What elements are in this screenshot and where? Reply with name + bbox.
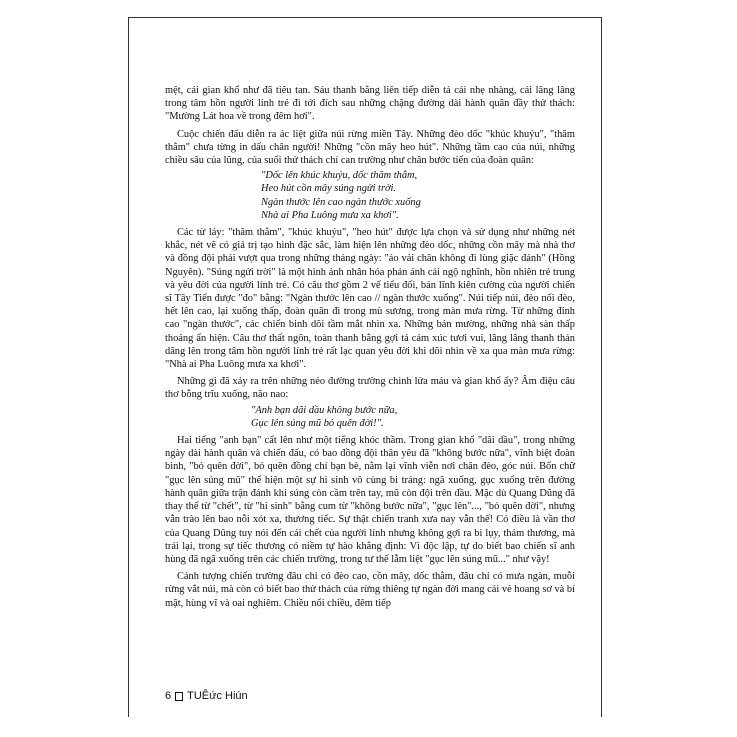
- paragraph: Những gì đã xảy ra trên những nẻo đường trường chinh lửa máu và gian khổ ấy? Âm điệu câu thơ bỗng trĩu xuống, não nao:: [165, 376, 575, 401]
- square-glyph-icon: [175, 692, 183, 701]
- page-footer: [165, 690, 248, 702]
- book-page: [128, 17, 602, 717]
- paragraph: Cảnh tượng chiến trường đâu chỉ có đèo cao, cồn mây, dốc thẳm, đâu chỉ có mưa ngàn, muỗi rừng vắt núi, mà còn có biết bao thử thách của rừng thiêng tự ngàn đời mang cái vẻ hoang sơ và bí mật, hùng vĩ và oai nghiêm. Chiều nối chiều, đêm tiếp: [165, 571, 575, 609]
- paragraph: Cuộc chiến đấu diễn ra ác liệt giữa núi rừng miền Tây. Những đèo dốc "khúc khuỷu", "thăm thẳm" chưa từng in dấu chân người! Những "cồn mây heo hút". Những tầm cao của núi, những chiều sâu của lũng, của suối thử thách chí can trường như chân bước tiến của đoàn quân:: [165, 128, 575, 167]
- poem-line: "Anh bạn dãi dầu không bước nữa,: [251, 404, 398, 416]
- paragraph: mệt, cái gian khổ như đã tiêu tan. Sáu thanh bằng liên tiếp diễn tả cái nhẹ nhàng, cái lâng lâng trong tâm hồn người lính trẻ đi tới đích sau những chặng đường dài hành quân đầy thử thách: "Mường Lát hoa về trong đêm hơi".: [165, 85, 575, 123]
- page-number: 6: [165, 690, 172, 702]
- paragraph: Các từ láy: "thăm thẳm", "khúc khuỷu", "heo hút" được lựa chọn và sử dụng như những nét khắc, nét vẽ có giá trị tạo hình đặc sắc, làm hiện lên những đèo dốc, những cồn mây mà nhà thơ và đồng đội phải vượt qua trong những tháng ngày: "áo vải chân không đi lùng giặc đánh" (Hồng Nguyên). "Súng ngửi trời" là một hình ảnh nhân hóa phản ánh cái ngộ nghĩnh, hồn nhiên trẻ trung và yêu đời của người lính trẻ. Có câu thơ gồm 2 vế tiểu đối, bản lĩnh kiên cường của người chiến sĩ Tây Tiến được "đo" bằng: "Ngàn thước lên cao // ngàn thước xuống". Núi tiếp núi, đèo nối đèo, hết lên cao, lại xuống thấp, đoàn quân đi trong mù sương, trong màn mưa rừng. Từ những đỉnh cao "ngàn thước", các chiến binh dõi tầm mắt nhìn xa. Những bản mường, những nhà sàn thấp thoáng ẩn hiện. Câu thơ thất ngôn, toàn thanh bằng gợi tả cảm xúc tươi vui, lâng lâng thanh thản dâng lên trong tâm hồn người lính trẻ rất lạc quan yêu đời khi dõi nhìn về xa qua màn mưa rừng: "Nhà ai Pha Luông mưa xa khơi".: [165, 227, 575, 371]
- poem-line: Gục lên súng mũ bỏ quên đời!".: [251, 417, 384, 429]
- poem-line: "Dốc lên khúc khuỷu, dốc thăm thẳm,: [261, 170, 418, 182]
- paragraph: Hai tiếng "anh bạn" cất lên như một tiếng khóc thầm. Trong gian khổ "dãi dầu", trong những ngày dài hành quân và chiến đấu, có bao đồng đội thân yêu đã "không bước nữa", vĩnh biệt đoàn binh, "bỏ quên đời", bỏ quên đồng chí bạn bè, nằm lại vĩnh viễn nơi chân đèo, góc núi. Bốn chữ "gục lên súng mũ" thể hiện một sự hi sinh vô cùng bi tráng: ngã xuống, gục xuống trên đường hành quân giữa trận đánh khi súng còn cầm trên tay, mũ còn đội trên đầu. Mặc dù Quang Dũng đã thay thế từ "chết", từ "hi sinh" bằng cum từ "không bước nữa", "gục lên"..., "bỏ quên đời", nhưng vẫn trào lên bao nỗi xót xa, thương tiếc. Sự thật chiến tranh xưa nay vẫn thế! Có điều là vần thơ của Quang Dũng tuy nói đến cái chết của người lính nhưng không gợi ra bi lụy, thảm thương, mà trái lại, trong sự tiếc thương có niềm tự hào khẳng định: Vì độc lập, tự do biết bao chiến sĩ anh hùng đã ngã xuống trên các chiến trường, trong tư thế lẫm liệt "gục lên súng mũ..." như vậy!: [165, 435, 575, 565]
- running-title: TUÊức Hiún: [187, 690, 248, 702]
- poem-stanza: [251, 404, 575, 430]
- page-content: [165, 80, 575, 610]
- poem-line: Nhà ai Pha Luông mưa xa khơi".: [261, 209, 399, 221]
- poem-stanza: [261, 169, 575, 222]
- poem-line: Ngàn thước lên cao ngàn thước xuống: [261, 196, 421, 208]
- poem-line: Heo hút cồn mây súng ngửi trời.: [261, 183, 397, 195]
